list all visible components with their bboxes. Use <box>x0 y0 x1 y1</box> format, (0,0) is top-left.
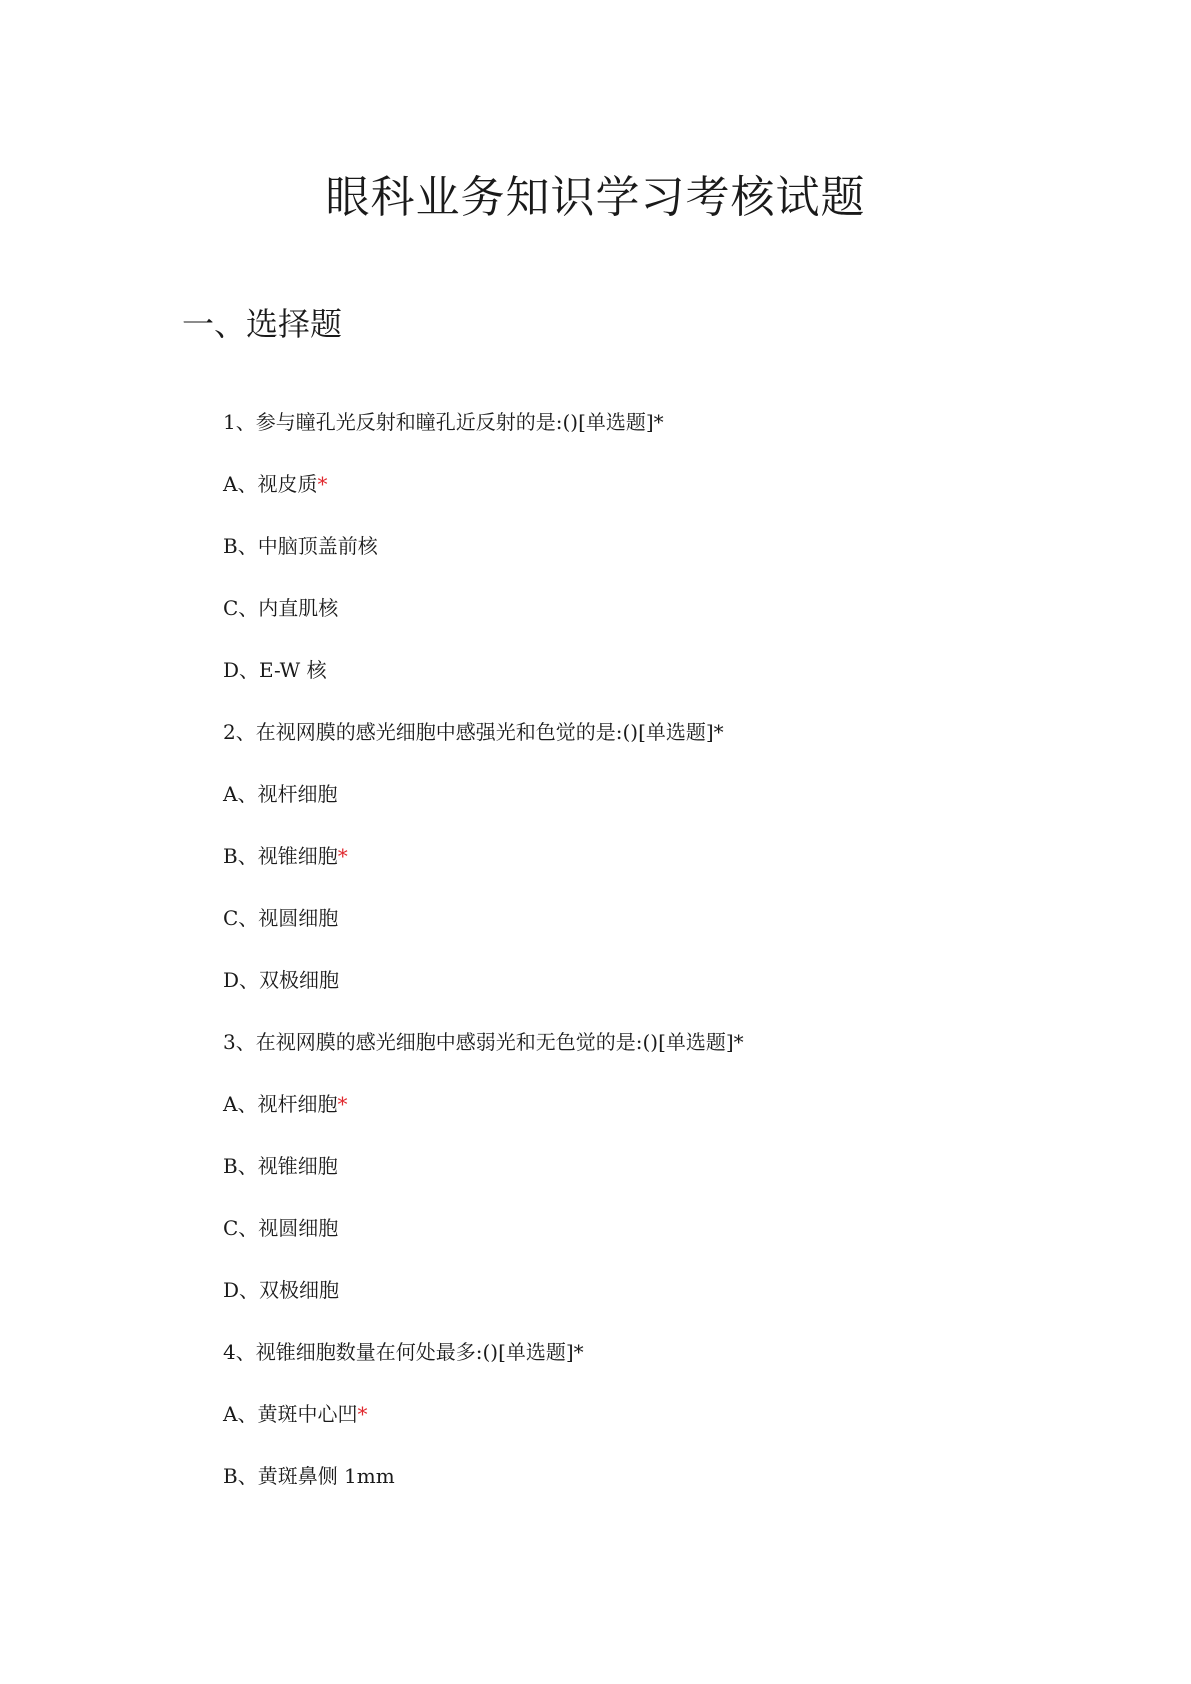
question-2-option-d <box>223 965 339 995</box>
question-3-option-b <box>223 1151 338 1181</box>
correct-answer-mark: * <box>337 1092 348 1116</box>
question-2-option-c <box>223 903 338 933</box>
option-text: D、双极细胞 <box>223 1278 340 1302</box>
option-text: D、双极细胞 <box>223 968 340 992</box>
correct-answer-mark: * <box>357 1402 368 1426</box>
question-2-option-b <box>223 841 348 871</box>
question-4-option-a <box>223 1399 367 1429</box>
question-1-option-c <box>223 593 338 623</box>
option-text: C、内直肌核 <box>223 596 339 620</box>
option-text: A、视皮质 <box>223 472 318 496</box>
option-text: B、视锥细胞 <box>223 1154 338 1178</box>
page-title: 眼科业务知识学习考核试题 <box>325 172 866 223</box>
question-1-option-a <box>223 469 327 499</box>
option-text: A、黄斑中心凹 <box>223 1402 358 1426</box>
question-2-option-a <box>223 779 337 809</box>
option-text: B、视锥细胞 <box>223 844 338 868</box>
question-1-option-d <box>223 655 327 685</box>
question-3-stem: 3、在视网膜的感光细胞中感弱光和无色觉的是:()[单选题]* <box>223 1030 744 1054</box>
question-1-stem: 1、参与瞳孔光反射和瞳孔近反射的是:()[单选题]* <box>223 410 664 434</box>
option-text: A、视杆细胞 <box>223 782 338 806</box>
question-3-option-a <box>223 1089 347 1119</box>
option-text: C、视圆细胞 <box>223 1216 339 1240</box>
option-text: D、E-W 核 <box>223 658 327 682</box>
question-4-option-b <box>223 1461 395 1491</box>
option-text: B、中脑顶盖前核 <box>223 534 378 558</box>
correct-answer-mark: * <box>317 472 328 496</box>
section-heading: 一、选择题 <box>182 305 343 343</box>
question-1-option-b <box>223 531 378 561</box>
option-text: A、视杆细胞 <box>223 1092 338 1116</box>
question-3-option-d <box>223 1275 339 1305</box>
option-text: B、黄斑鼻侧 1mm <box>223 1464 395 1488</box>
question-2-stem: 2、在视网膜的感光细胞中感强光和色觉的是:()[单选题]* <box>223 720 724 744</box>
correct-answer-mark: * <box>337 844 348 868</box>
option-text: C、视圆细胞 <box>223 906 339 930</box>
question-4-stem: 4、视锥细胞数量在何处最多:()[单选题]* <box>223 1340 584 1364</box>
question-3-option-c <box>223 1213 338 1243</box>
